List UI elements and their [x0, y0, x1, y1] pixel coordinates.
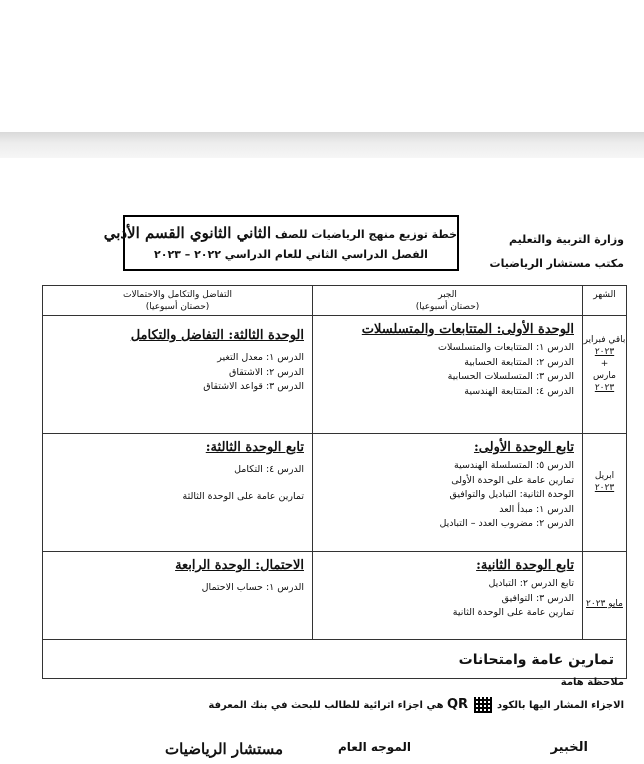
lesson-line: تمارين عامة على الوحدة الثانية	[452, 607, 574, 618]
lesson-line: تمارين عامة على الوحدة الأولى	[451, 474, 574, 486]
lesson-line: الدرس ٣: قواعد الاشتقاق	[203, 381, 304, 392]
lesson-line: تابع الدرس ٢: التباديل	[488, 578, 574, 589]
calculus-cell	[43, 434, 313, 552]
general-exercises: تمارين عامة وامتحانات	[43, 640, 627, 679]
lesson-line: الدرس ٥: المتسلسلة الهندسية	[454, 460, 574, 471]
qr-label: QR	[447, 697, 469, 712]
lesson-line: الدرس ١: معدل التغير	[217, 352, 304, 363]
title-prefix: خطة توزيع منهج الرياضيات للصف	[275, 228, 457, 241]
lesson-line: الدرس ٤: المتتابعة الهندسية	[464, 385, 574, 397]
document-title-box	[103, 215, 459, 271]
note-text: الاجزاء المشار اليها بالكود QR هي اجزاء اثرائية للطالب للبحث في بنك المعرفة	[208, 697, 624, 712]
month-cell: ابريل ٢٠٢٣	[583, 434, 627, 552]
signature-advisor: مستشار الرياضيات	[165, 740, 284, 758]
signature-expert: الخبير	[550, 740, 588, 755]
lesson-line: الدرس ٢: المتتابعة الحسابية	[464, 356, 574, 368]
table-row	[43, 552, 627, 640]
office-name: مكتب مستشار الرياضيات	[489, 257, 624, 270]
general-exercises-row	[43, 640, 627, 679]
unit-title: الاحتمال: الوحدة الرابعة	[175, 558, 304, 573]
table-header-row	[43, 286, 627, 316]
header-month: الشهر	[583, 286, 627, 316]
lesson-line: الوحدة الثانية: التباديل والتوافيق	[449, 489, 574, 500]
page-edge-shadow	[0, 132, 644, 158]
table-row	[43, 434, 627, 552]
lesson-line: الدرس ٣: التوافيق	[501, 592, 574, 604]
lesson-line: الدرس ٣: المتسلسلات الحسابية	[447, 371, 574, 382]
unit-title: تابع الوحدة الثانية:	[476, 558, 574, 573]
month-cell: باقي فبراير ٢٠٢٣ + مارس ٢٠٢٣	[583, 316, 627, 434]
qr-code-icon	[474, 697, 492, 713]
grade-name: الثاني الثانوي القسم الأدبي	[103, 224, 272, 242]
title-line-1	[103, 224, 457, 242]
lesson-line: الدرس ١: مبدأ العد	[499, 503, 574, 515]
table-row	[43, 316, 627, 434]
calculus-cell	[43, 552, 313, 640]
lesson-line: تمارين عامة على الوحدة الثالثة	[182, 490, 304, 502]
blank-top-area	[0, 0, 644, 132]
ministry-name: وزارة التربية والتعليم	[509, 233, 624, 246]
algebra-cell	[313, 552, 583, 640]
month-cell: مايو ٢٠٢٣	[583, 552, 627, 640]
unit-title: الوحدة الثالثة: التفاضل والتكامل	[130, 328, 304, 343]
note-label: ملاحظة هامة	[560, 677, 624, 688]
lesson-line: الدرس ١: المتتابعات والمتسلسلات	[438, 342, 574, 353]
signature-supervisor: الموجه العام	[338, 740, 411, 754]
ministry-header	[484, 228, 624, 276]
algebra-cell	[313, 434, 583, 552]
lesson-line: الدرس ٢: الاشتقاق	[228, 366, 304, 378]
lesson-line: الدرس ٤: التكامل	[234, 464, 304, 475]
calculus-cell	[43, 316, 313, 434]
header-calculus: التفاضل والتكامل والاحتمالات (حصتان أسبوعيا)	[43, 286, 313, 316]
unit-title: الوحدة الأولى: المتتابعات والمتسلسلات	[361, 322, 574, 337]
algebra-cell	[313, 316, 583, 434]
lesson-line: الدرس ٢: مضروب العدد – التباديل	[439, 518, 574, 529]
curriculum-table	[42, 285, 627, 679]
header-algebra: الجبر (حصتان أسبوعيا)	[313, 286, 583, 316]
term-line: الفصل الدراسي الثاني للعام الدراسي ٢٠٢٢ – ٢٠٢٣	[154, 248, 428, 261]
unit-title: تابع الوحدة الأولى:	[473, 440, 574, 455]
unit-title: تابع الوحدة الثالثة:	[205, 440, 304, 455]
lesson-line: الدرس ١: حساب الاحتمال	[201, 582, 304, 593]
